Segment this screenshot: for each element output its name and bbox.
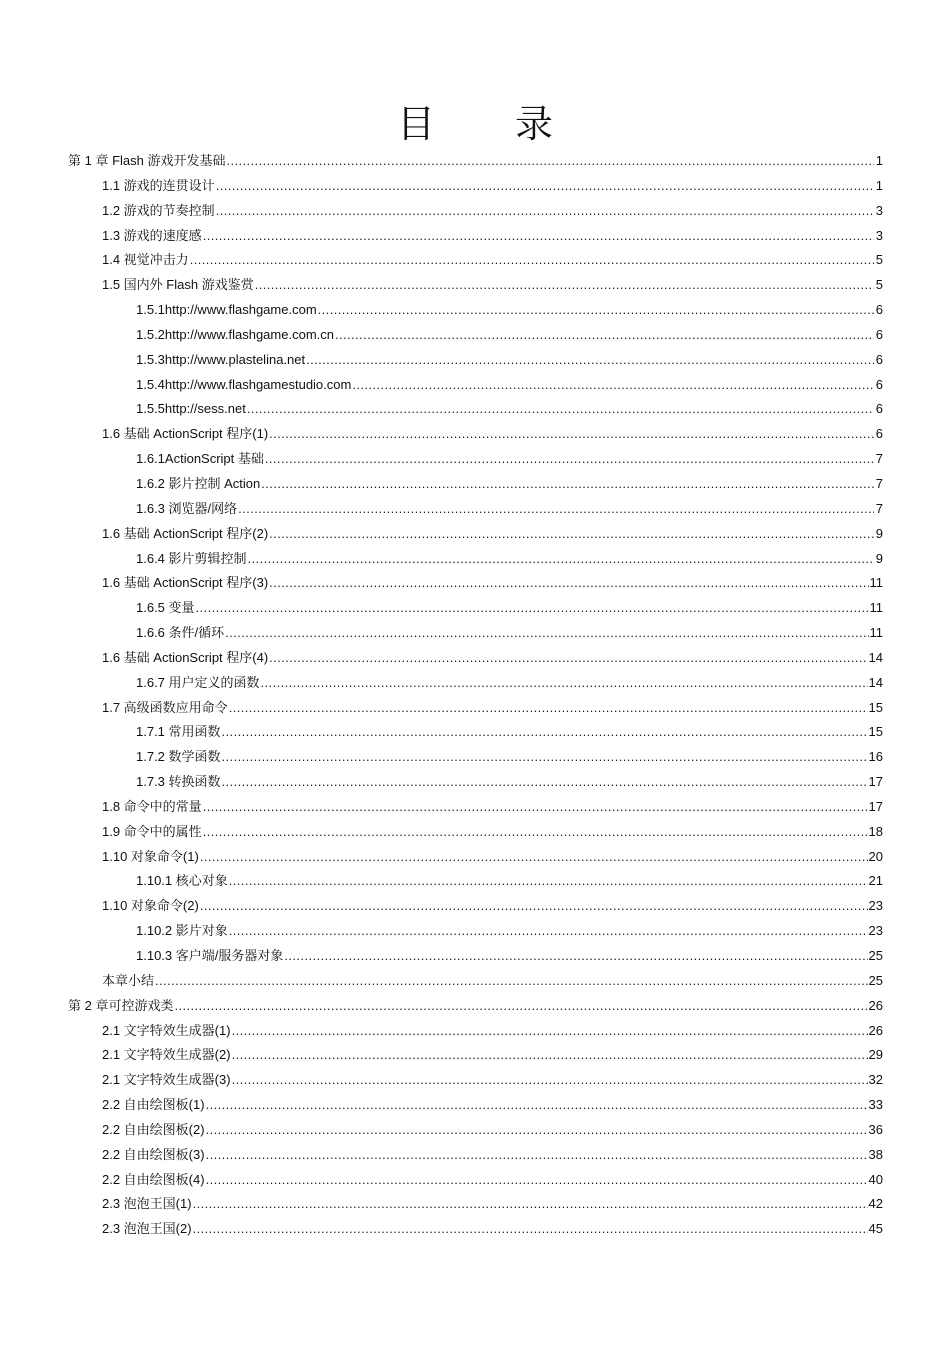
toc-dot-leader — [261, 472, 874, 497]
toc-entry[interactable] — [68, 1192, 883, 1217]
toc-entry-title: 2.1 文字特效生成器(1) — [102, 1022, 231, 1038]
toc-dot-leader — [155, 969, 868, 994]
toc-entry-title: 1.3 游戏的速度感 — [102, 227, 202, 243]
toc-entry[interactable] — [68, 845, 883, 870]
toc-entry[interactable] — [68, 1093, 883, 1118]
toc-entry[interactable] — [68, 820, 883, 845]
toc-entry-page-number: 9 — [875, 525, 883, 541]
toc-entry-page-number: 23 — [868, 923, 883, 939]
toc-entry-title: 2.2 自由绘图板(3) — [102, 1146, 205, 1162]
toc-entry[interactable] — [68, 273, 883, 298]
toc-dot-leader — [174, 994, 867, 1019]
toc-dot-leader — [232, 1068, 868, 1093]
toc-entry[interactable] — [68, 1143, 883, 1168]
toc-entry-page-number: 45 — [868, 1221, 883, 1237]
toc-dot-leader — [238, 497, 874, 522]
toc-entry-page-number: 9 — [875, 550, 883, 566]
toc-entry-title: 2.2 自由绘图板(4) — [102, 1171, 205, 1187]
toc-entry-page-number: 25 — [868, 972, 883, 988]
toc-dot-leader — [206, 1143, 868, 1168]
toc-entry[interactable] — [68, 696, 883, 721]
toc-entry-title: 1.6 基础 ActionScript 程序(4) — [102, 649, 269, 665]
toc-dot-leader — [206, 1093, 868, 1118]
toc-entry-page-number: 25 — [868, 948, 883, 963]
toc-entry-title: 1.5.3http://www.plastelina.net — [136, 351, 306, 367]
toc-entry-title: 1.5.2http://www.flashgame.com.cn — [136, 326, 334, 342]
toc-dot-leader — [229, 696, 868, 721]
toc-entry[interactable] — [68, 174, 883, 199]
toc-entry-title: 1.8 命令中的常量 — [102, 798, 202, 814]
toc-dot-leader — [335, 323, 874, 348]
toc-dot-leader — [306, 348, 874, 373]
toc-dot-leader — [352, 373, 874, 398]
toc-entry[interactable] — [68, 149, 883, 174]
toc-entry-title: 1.4 视觉冲击力 — [102, 252, 189, 268]
toc-entry-page-number: 26 — [868, 997, 883, 1013]
toc-dot-leader — [193, 1192, 868, 1217]
toc-entry-title: 1.6.7 用户定义的函数 — [136, 674, 260, 690]
toc-dot-leader — [193, 1217, 868, 1242]
toc-entry-page-number: 7 — [875, 475, 883, 491]
toc-entry-title: 1.10 对象命令(1) — [102, 848, 199, 864]
toc-entry[interactable] — [68, 994, 883, 1019]
toc-entry-page-number: 17 — [868, 774, 883, 790]
toc-entry-title: 1.7 高级函数应用命令 — [102, 699, 228, 715]
toc-entry[interactable] — [68, 373, 883, 398]
toc-entry[interactable] — [68, 397, 883, 422]
toc-entry[interactable] — [68, 348, 883, 373]
toc-entry[interactable] — [68, 646, 883, 671]
toc-entry[interactable] — [68, 944, 883, 969]
page-title: 目 录 — [396, 102, 588, 146]
toc-entry-page-number: 3 — [875, 227, 883, 243]
toc-dot-leader — [232, 1019, 868, 1044]
toc-entry[interactable] — [68, 969, 883, 994]
toc-dot-leader — [216, 199, 874, 224]
toc-dot-leader — [255, 273, 874, 298]
toc-entry[interactable] — [68, 671, 883, 696]
toc-entry-page-number: 40 — [868, 1171, 883, 1187]
toc-dot-leader — [200, 845, 868, 870]
toc-entry-page-number: 23 — [868, 898, 883, 914]
toc-entry[interactable] — [68, 472, 883, 497]
toc-entry-title: 1.6 基础 ActionScript 程序(2) — [102, 525, 269, 541]
toc-entry[interactable] — [68, 1068, 883, 1093]
toc-entry-title: 1.10 对象命令(2) — [102, 898, 199, 914]
toc-entry-page-number: 33 — [868, 1097, 883, 1113]
toc-entry-title: 1.6.6 条件/循环 — [136, 625, 225, 641]
toc-entry-title: 1.6.5 变量 — [136, 600, 195, 616]
toc-entry-page-number: 14 — [868, 674, 883, 690]
toc-entry-page-number: 21 — [868, 873, 883, 889]
table-of-contents — [68, 149, 883, 1242]
toc-entry-title: 1.5.1http://www.flashgame.com — [136, 302, 317, 318]
toc-entry-page-number: 29 — [868, 1047, 883, 1063]
toc-entry[interactable] — [68, 571, 883, 596]
toc-entry-page-number: 5 — [875, 277, 883, 293]
toc-entry[interactable] — [68, 596, 883, 621]
toc-entry-title: 2.3 泡泡王国(1) — [102, 1196, 192, 1212]
toc-entry[interactable] — [68, 621, 883, 646]
toc-entry[interactable] — [68, 248, 883, 273]
toc-dot-leader — [206, 1168, 868, 1193]
toc-entry-page-number: 5 — [875, 252, 883, 268]
toc-entry[interactable] — [68, 447, 883, 472]
toc-entry-title: 1.6.1ActionScript 基础 — [136, 451, 264, 467]
toc-entry-title: 1.5.5http://sess.net — [136, 401, 246, 417]
toc-entry-title: 1.2 游戏的节奏控制 — [102, 202, 215, 218]
toc-entry-title: 第 2 章可控游戏类 — [68, 997, 174, 1013]
toc-entry-title: 1.7.1 常用函数 — [136, 724, 221, 740]
toc-entry-title: 第 1 章 Flash 游戏开发基础 — [68, 153, 226, 168]
toc-entry[interactable] — [68, 298, 883, 323]
toc-entry-title: 1.6.3 浏览器/网络 — [136, 500, 238, 516]
toc-entry-page-number: 7 — [875, 451, 883, 467]
toc-dot-leader — [206, 1118, 868, 1143]
toc-entry[interactable] — [68, 323, 883, 348]
toc-dot-leader — [269, 522, 874, 547]
toc-entry-page-number: 6 — [875, 376, 883, 392]
toc-dot-leader — [229, 919, 868, 944]
toc-entry[interactable] — [68, 770, 883, 795]
toc-entry-title: 2.2 自由绘图板(1) — [102, 1097, 205, 1113]
toc-entry-title: 2.2 自由绘图板(2) — [102, 1121, 205, 1137]
toc-dot-leader — [247, 397, 874, 422]
toc-entry[interactable] — [68, 497, 883, 522]
toc-entry[interactable] — [68, 869, 883, 894]
toc-dot-leader — [232, 1043, 868, 1068]
toc-entry-page-number: 11 — [869, 600, 883, 616]
toc-entry[interactable] — [68, 547, 883, 572]
toc-entry-page-number: 18 — [868, 823, 883, 839]
toc-entry-page-number: 17 — [868, 798, 883, 814]
toc-dot-leader — [269, 571, 868, 596]
toc-entry-page-number: 15 — [868, 724, 883, 740]
toc-entry-title: 1.6.2 影片控制 Action — [136, 475, 261, 491]
toc-entry[interactable] — [68, 894, 883, 919]
toc-entry-title: 2.1 文字特效生成器(3) — [102, 1072, 231, 1088]
toc-entry-page-number: 1 — [875, 153, 883, 168]
toc-entry-page-number: 6 — [875, 302, 883, 318]
toc-dot-leader — [196, 596, 869, 621]
toc-entry[interactable] — [68, 795, 883, 820]
toc-entry-page-number: 20 — [868, 848, 883, 864]
toc-dot-leader — [190, 248, 874, 273]
toc-entry-title: 1.7.3 转换函数 — [136, 774, 221, 790]
toc-entry-page-number: 7 — [875, 500, 883, 516]
toc-entry[interactable] — [68, 1043, 883, 1068]
toc-entry-page-number: 1 — [875, 177, 883, 193]
toc-entry[interactable] — [68, 422, 883, 447]
toc-dot-leader — [216, 174, 874, 199]
toc-dot-leader — [229, 869, 868, 894]
toc-dot-leader — [261, 671, 868, 696]
toc-entry[interactable] — [68, 1019, 883, 1044]
toc-entry-title: 本章小结 — [102, 972, 155, 988]
toc-entry-page-number: 6 — [875, 326, 883, 342]
toc-dot-leader — [203, 795, 868, 820]
toc-dot-leader — [203, 224, 874, 249]
toc-entry-page-number: 36 — [868, 1121, 883, 1137]
toc-entry-title: 1.6 基础 ActionScript 程序(1) — [102, 426, 269, 442]
toc-dot-leader — [284, 944, 867, 969]
toc-entry[interactable] — [68, 1217, 883, 1242]
toc-dot-leader — [203, 820, 868, 845]
toc-entry-title: 1.10.1 核心对象 — [136, 873, 228, 889]
toc-entry-page-number: 11 — [869, 575, 883, 591]
toc-dot-leader — [269, 422, 874, 447]
toc-entry[interactable] — [68, 720, 883, 745]
toc-entry-title: 1.9 命令中的属性 — [102, 823, 202, 839]
toc-dot-leader — [226, 149, 874, 174]
toc-entry[interactable] — [68, 1168, 883, 1193]
toc-dot-leader — [248, 547, 874, 572]
toc-entry-title: 2.1 文字特效生成器(2) — [102, 1047, 231, 1063]
toc-entry-page-number: 15 — [868, 699, 883, 715]
toc-entry[interactable] — [68, 745, 883, 770]
toc-dot-leader — [225, 621, 868, 646]
toc-entry-page-number: 42 — [868, 1196, 883, 1212]
toc-entry-page-number: 3 — [875, 202, 883, 218]
toc-entry-title: 1.5.4http://www.flashgamestudio.com — [136, 376, 352, 392]
toc-dot-leader — [318, 298, 874, 323]
toc-entry-title: 1.5 国内外 Flash 游戏鉴赏 — [102, 277, 254, 293]
toc-entry-title: 1.10.2 影片对象 — [136, 923, 228, 939]
toc-entry-title: 1.6 基础 ActionScript 程序(3) — [102, 575, 269, 591]
toc-dot-leader — [265, 447, 874, 472]
toc-dot-leader — [222, 745, 868, 770]
toc-entry-title: 1.6.4 影片剪辑控制 — [136, 550, 247, 566]
toc-entry-page-number: 6 — [875, 351, 883, 367]
toc-dot-leader — [269, 646, 867, 671]
toc-entry-page-number: 6 — [875, 426, 883, 442]
toc-entry-page-number: 11 — [869, 625, 883, 641]
toc-dot-leader — [222, 770, 868, 795]
toc-dot-leader — [200, 894, 868, 919]
toc-entry-page-number: 16 — [868, 749, 883, 765]
toc-entry-page-number: 26 — [868, 1022, 883, 1038]
toc-entry[interactable] — [68, 919, 883, 944]
toc-entry-page-number: 14 — [868, 649, 883, 665]
toc-dot-leader — [222, 720, 868, 745]
toc-entry[interactable] — [68, 522, 883, 547]
toc-entry[interactable] — [68, 1118, 883, 1143]
toc-entry-title: 1.7.2 数学函数 — [136, 749, 221, 765]
toc-entry-title: 1.1 游戏的连贯设计 — [102, 177, 215, 193]
toc-entry-title: 1.10.3 客户端/服务器对象 — [136, 948, 284, 963]
toc-entry-page-number: 38 — [868, 1146, 883, 1162]
toc-entry[interactable] — [68, 199, 883, 224]
toc-entry-page-number: 6 — [875, 401, 883, 417]
toc-entry-title: 2.3 泡泡王国(2) — [102, 1221, 192, 1237]
toc-entry-page-number: 32 — [868, 1072, 883, 1088]
toc-entry[interactable] — [68, 224, 883, 249]
